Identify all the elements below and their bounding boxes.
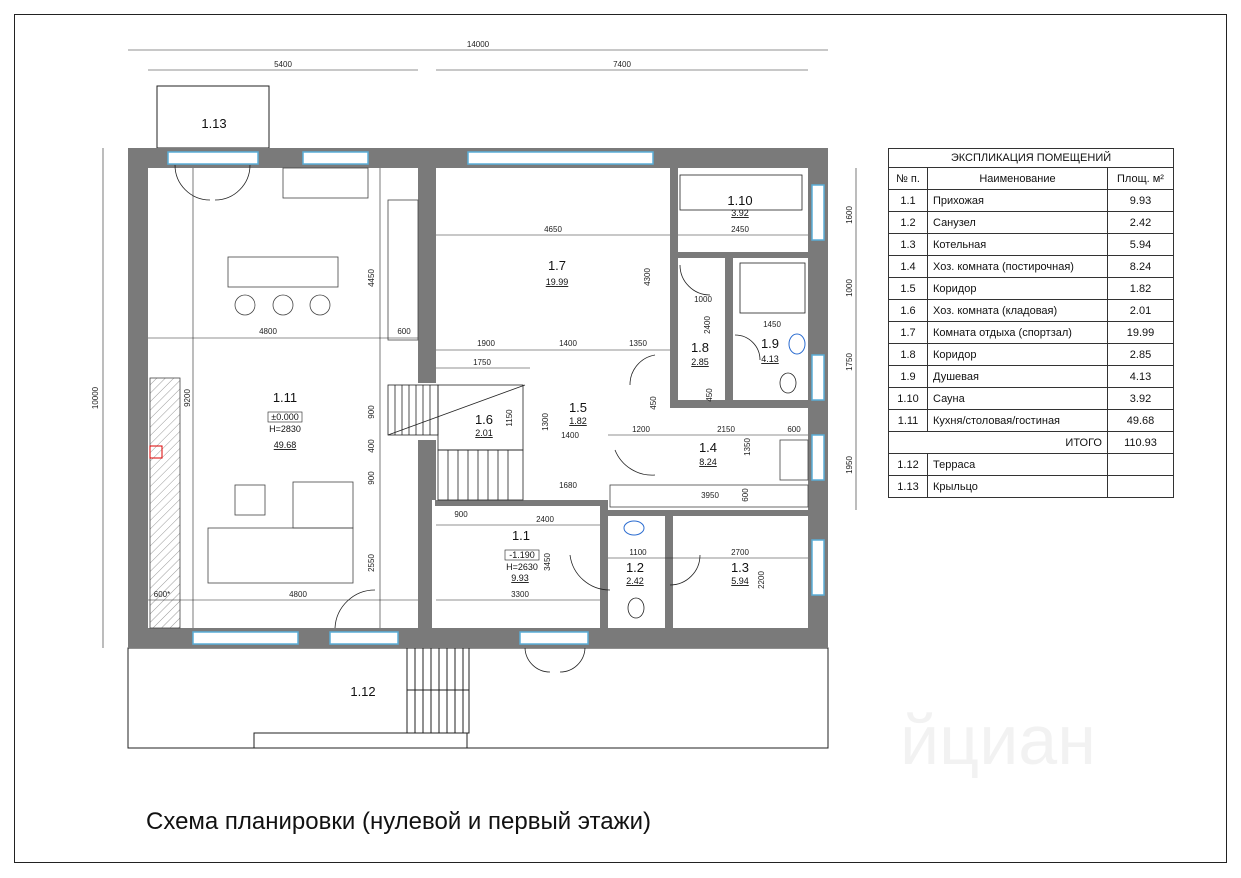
row-number: 1.4	[889, 256, 928, 278]
row-area: 2.01	[1108, 300, 1174, 322]
dim-600-a: 600	[397, 327, 411, 336]
row-area	[1108, 454, 1174, 476]
dim-4800-top: 4800	[259, 327, 277, 336]
dim-1400-a: 1400	[559, 339, 577, 348]
dim-4650: 4650	[544, 225, 562, 234]
row-name: Коридор	[928, 344, 1108, 366]
dim-1100: 1100	[629, 548, 647, 557]
dim-4300: 4300	[643, 268, 652, 286]
explication-extra-rows	[889, 454, 1174, 498]
room-1-1-id: 1.1	[511, 528, 531, 543]
terrace-outline	[128, 648, 828, 748]
table-row	[889, 344, 1174, 366]
row-name: Коридор	[928, 278, 1108, 300]
dim-1000: 1000	[694, 295, 712, 304]
row-number: 1.10	[889, 388, 928, 410]
row-number: 1.5	[889, 278, 928, 300]
room-1-1-mark: -1.190	[509, 550, 535, 560]
room-1-1-area: 9.93	[511, 573, 529, 583]
furniture	[208, 168, 808, 583]
room-1-8-id: 1.8	[690, 340, 710, 355]
dim-1450: 1450	[763, 320, 781, 329]
room-1-11-id: 1.11	[272, 390, 298, 405]
dim-450-b: 450	[705, 388, 714, 402]
dim-left-width: 5400	[274, 60, 292, 69]
row-number: 1.1	[889, 190, 928, 212]
row-area: 49.68	[1108, 410, 1174, 432]
room-1-11-mark: ±0.000	[271, 412, 299, 422]
col-number-header: № п.	[889, 168, 928, 190]
row-area: 3.92	[1108, 388, 1174, 410]
room-1-6-id: 1.6	[474, 412, 494, 427]
dim-900-c: 900	[454, 510, 468, 519]
dim-right-1600: 1600	[845, 206, 854, 224]
table-row	[889, 300, 1174, 322]
row-name: Крыльцо	[928, 476, 1108, 498]
dim-2400-vertical: 2400	[703, 316, 712, 334]
dim-600-star: 600*	[153, 590, 171, 599]
dim-450-a: 450	[649, 396, 658, 410]
room-1-9-id: 1.9	[760, 336, 780, 351]
row-number: 1.7	[889, 322, 928, 344]
table-row	[889, 322, 1174, 344]
room-1-7-area: 19.99	[545, 277, 569, 287]
table-row	[889, 388, 1174, 410]
dim-1200: 1200	[632, 425, 650, 434]
room-1-13-id: 1.13	[201, 116, 227, 131]
row-name: Котельная	[928, 234, 1108, 256]
terrace-step	[254, 733, 467, 748]
row-area: 1.82	[1108, 278, 1174, 300]
dim-total-height: 10000	[91, 386, 100, 410]
dim-right-1950: 1950	[845, 456, 854, 474]
table-row	[889, 366, 1174, 388]
dim-600-b: 600	[787, 425, 801, 434]
explication-table	[888, 148, 1174, 498]
row-area: 5.94	[1108, 234, 1174, 256]
dim-3300: 3300	[511, 590, 529, 599]
dim-900-b: 900	[367, 471, 376, 485]
row-number: 1.2	[889, 212, 928, 234]
plan-caption: Схема планировки (нулевой и первый этажи)	[146, 808, 652, 835]
dim-1750-a: 1750	[473, 358, 491, 367]
room-1-3-id: 1.3	[730, 560, 750, 575]
row-name: Комната отдыха (спортзал)	[928, 322, 1108, 344]
row-area: 4.13	[1108, 366, 1174, 388]
interior-stairs	[388, 385, 525, 500]
table-row	[889, 190, 1174, 212]
room-1-9-area: 4.13	[761, 354, 779, 364]
room-1-4-area: 8.24	[699, 457, 717, 467]
dim-600-c: 600	[741, 488, 750, 502]
room-1-4-id: 1.4	[698, 440, 718, 455]
dim-1680: 1680	[559, 481, 577, 490]
table-row	[889, 234, 1174, 256]
row-name: Кухня/столовая/гостиная	[928, 410, 1108, 432]
room-1-11-height: H=2830	[269, 424, 301, 434]
row-area: 2.85	[1108, 344, 1174, 366]
dim-1150: 1150	[505, 409, 514, 427]
table-row	[889, 410, 1174, 432]
dim-3450: 3450	[543, 553, 552, 571]
row-number: 1.3	[889, 234, 928, 256]
table-row	[889, 256, 1174, 278]
dim-total-width: 14000	[466, 40, 490, 49]
dim-3950: 3950	[701, 491, 719, 500]
row-number: 1.12	[889, 454, 928, 476]
room-1-1-height: H=2630	[506, 562, 538, 572]
room-1-12-id: 1.12	[350, 684, 376, 699]
dim-2400-b: 2400	[536, 515, 554, 524]
watermark: йциан	[900, 701, 1096, 779]
room-1-7-id: 1.7	[547, 258, 567, 273]
room-1-10-id: 1.10	[727, 193, 753, 208]
room-1-3-area: 5.94	[731, 576, 749, 586]
table-row	[889, 476, 1174, 498]
total-value: 110.93	[1108, 432, 1174, 454]
dim-900-a: 900	[367, 405, 376, 419]
dim-4800-bottom: 4800	[289, 590, 307, 599]
room-1-10-area: 3.92	[731, 208, 749, 218]
plumbing	[624, 334, 805, 535]
row-name: Сауна	[928, 388, 1108, 410]
row-name: Хоз. комната (кладовая)	[928, 300, 1108, 322]
table-row	[889, 212, 1174, 234]
dim-living-height: 9200	[183, 389, 192, 407]
row-number: 1.9	[889, 366, 928, 388]
explication-rows	[889, 190, 1174, 432]
row-number: 1.8	[889, 344, 928, 366]
col-name-header: Наименование	[928, 168, 1108, 190]
dimension-lines	[103, 50, 856, 648]
row-name: Хоз. комната (постирочная)	[928, 256, 1108, 278]
room-1-2-id: 1.2	[625, 560, 645, 575]
room-1-5-id: 1.5	[568, 400, 588, 415]
dim-1400-b: 1400	[561, 431, 579, 440]
room-1-2-area: 2.42	[626, 576, 644, 586]
row-number: 1.11	[889, 410, 928, 432]
explication-title: ЭКСПЛИКАЦИЯ ПОМЕЩЕНИЙ	[889, 149, 1174, 168]
dim-right-width: 7400	[613, 60, 631, 69]
row-name: Санузел	[928, 212, 1108, 234]
walls	[128, 148, 828, 648]
row-number: 1.6	[889, 300, 928, 322]
dim-1350-b: 1350	[743, 438, 752, 456]
dim-2200: 2200	[757, 571, 766, 589]
row-name: Прихожая	[928, 190, 1108, 212]
dim-right-1750: 1750	[845, 353, 854, 371]
dim-1900: 1900	[477, 339, 495, 348]
dim-1300: 1300	[541, 413, 550, 431]
row-number: 1.13	[889, 476, 928, 498]
row-area: 9.93	[1108, 190, 1174, 212]
room-1-11-area: 49.68	[273, 440, 297, 450]
room-1-5-area: 1.82	[569, 416, 587, 426]
dim-right-1000: 1000	[845, 279, 854, 297]
row-name: Душевая	[928, 366, 1108, 388]
dim-1350-a: 1350	[629, 339, 647, 348]
shower-tray	[740, 263, 805, 313]
row-area: 19.99	[1108, 322, 1174, 344]
dim-2450: 2450	[731, 225, 749, 234]
row-area: 8.24	[1108, 256, 1174, 278]
room-1-8-area: 2.85	[691, 357, 709, 367]
terrace-stairs	[407, 648, 469, 733]
row-area	[1108, 476, 1174, 498]
total-label: ИТОГО	[889, 432, 1108, 454]
dim-4450: 4450	[367, 269, 376, 287]
dim-2550: 2550	[367, 554, 376, 572]
row-area: 2.42	[1108, 212, 1174, 234]
dim-400: 400	[367, 439, 376, 453]
room-1-6-area: 2.01	[475, 428, 493, 438]
dim-2150: 2150	[717, 425, 735, 434]
table-row	[889, 278, 1174, 300]
row-name: Терраса	[928, 454, 1108, 476]
col-area-header: Площ. м²	[1108, 168, 1174, 190]
table-row	[889, 454, 1174, 476]
dim-2700: 2700	[731, 548, 749, 557]
